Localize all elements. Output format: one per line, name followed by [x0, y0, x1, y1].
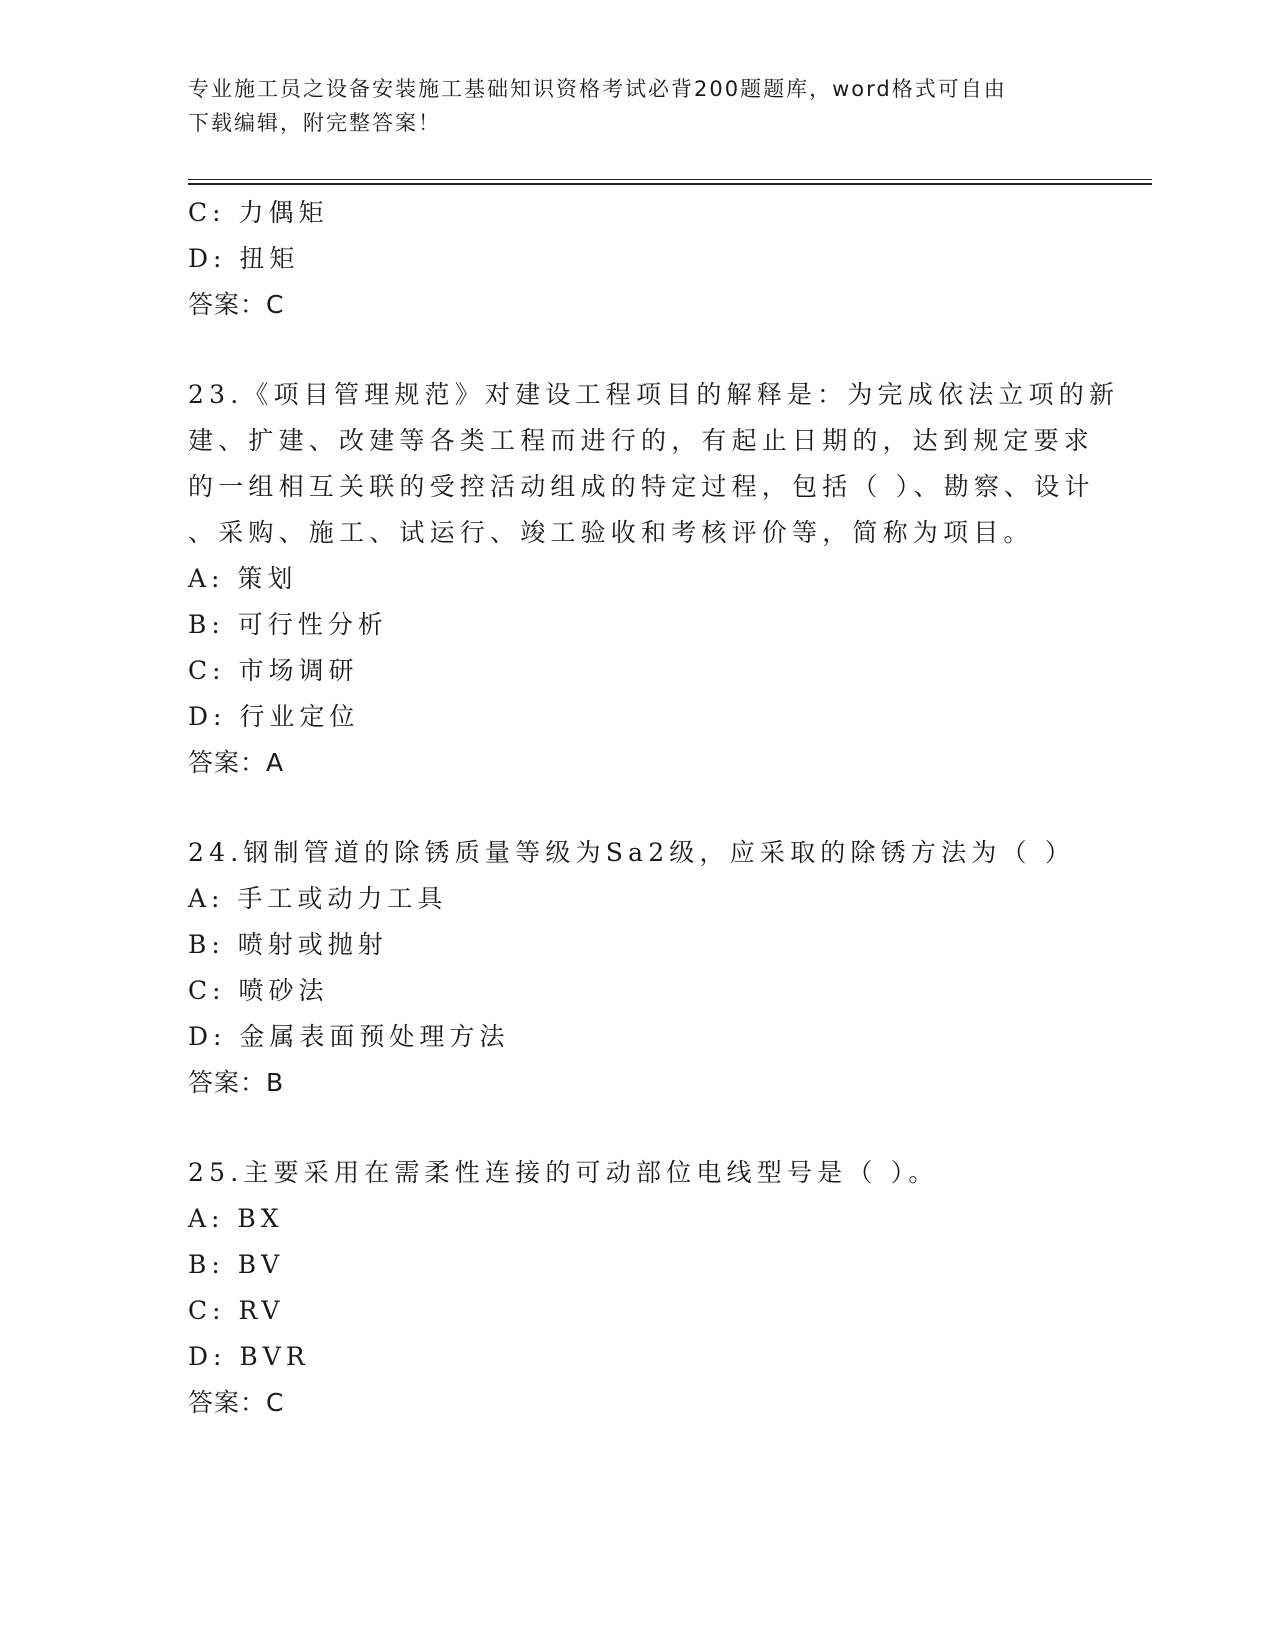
- option-d: D: 扭矩: [188, 244, 300, 273]
- header-line-2: 下载编辑，附完整答案！: [188, 111, 441, 135]
- question-25: [188, 1150, 1088, 1426]
- header-divider-thin: [188, 179, 1152, 180]
- question-text: [188, 1150, 1088, 1196]
- answer-line: 答案：B: [188, 1068, 285, 1097]
- spacer: [188, 1106, 1088, 1150]
- question-list: [188, 190, 1120, 1426]
- option-c: C: 喷砂法: [188, 976, 329, 1005]
- answer-line: 答案：C: [188, 1388, 285, 1417]
- question-text: [188, 372, 1120, 556]
- document-header: [188, 72, 1088, 140]
- option-d: D: BVR: [188, 1342, 310, 1371]
- option-b: B: BV: [188, 1250, 285, 1279]
- question-text-line: 建、扩建、改建等各类工程而进行的，有起止日期的，达到规定要求: [188, 426, 1095, 455]
- option-d: D: 金属表面预处理方法: [188, 1022, 510, 1051]
- question-text-line: 23.《项目管理规范》对建设工程项目的解释是：为完成依法立项的新: [188, 380, 1120, 409]
- question-23: [188, 372, 1120, 786]
- question-24: [188, 830, 1088, 1106]
- question-text-line: 、采购、施工、试运行、竣工验收和考核评价等，简称为项目。: [188, 518, 1034, 547]
- option-a: A: 策划: [188, 564, 298, 593]
- option-c: C: 力偶矩: [188, 198, 329, 227]
- header-line-1: 专业施工员之设备安装施工基础知识资格考试必背200题题库，word格式可自由: [188, 77, 1007, 101]
- question-text: [188, 830, 1088, 876]
- option-d: D: 行业定位: [188, 702, 360, 731]
- spacer: [188, 786, 1088, 830]
- option-c: C: RV: [188, 1296, 285, 1325]
- option-b: B: 喷射或抛射: [188, 930, 388, 959]
- question-text-line: 24.钢制管道的除锈质量等级为Sa2级，应采取的除锈方法为（ ）: [188, 838, 1076, 867]
- question-text-line: 25.主要采用在需柔性连接的可动部位电线型号是（ ）。: [188, 1158, 939, 1187]
- question-22-tail: [188, 190, 1088, 328]
- question-text-line: 的一组相互关联的受控活动组成的特定过程，包括（ ）、勘察、设计: [188, 472, 1095, 501]
- option-b: B: 可行性分析: [188, 610, 388, 639]
- answer-line: 答案：C: [188, 290, 285, 319]
- header-divider-thick: [188, 183, 1152, 185]
- option-a: A: BX: [188, 1204, 284, 1233]
- answer-line: 答案：A: [188, 748, 285, 777]
- option-c: C: 市场调研: [188, 656, 359, 685]
- option-a: A: 手工或动力工具: [188, 884, 448, 913]
- spacer: [188, 328, 1088, 372]
